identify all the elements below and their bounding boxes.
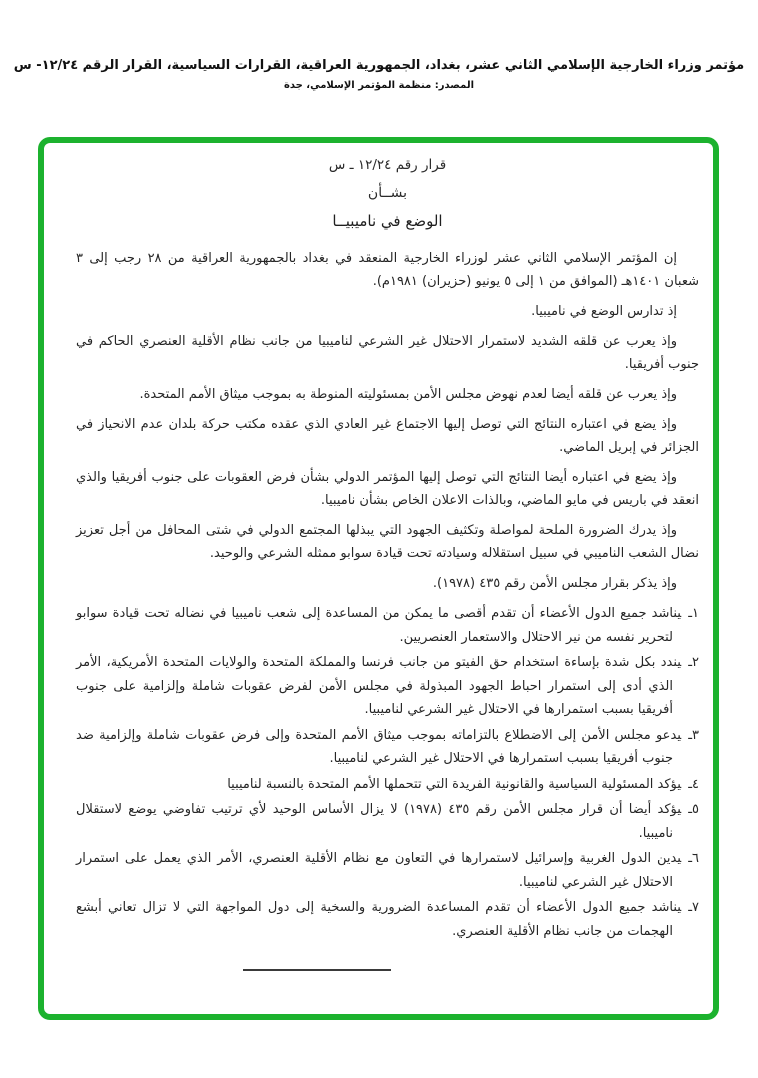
item-number: ٥ـ xyxy=(688,802,699,817)
item-text: يناشد جميع الدول الأعضاء أن تقدم أقصى ما يمكن من المساعدة إلى شعب ناميبيا في نضاله تحت قيادة سوابو لتحرير نفسه من نير الاحتلال والاستعمار العنصريين. xyxy=(76,606,682,645)
green-document-frame xyxy=(38,137,719,1020)
item-text: يؤكد أيضا أن قرار مجلس الأمن رقم ٤٣٥ (١٩٧٨) لا يزال الأساس الوحيد لأي ترتيب تفاوضي يوضع لاستقلال ناميبيا. xyxy=(76,802,682,841)
preamble-paragraph: وإذ يعرب عن قلقه أيضا لعدم نهوض مجلس الأمن بمسئوليته المنوطة به بموجب ميثاق الأمم المتحدة. xyxy=(139,387,677,402)
resolution-item xyxy=(76,724,699,771)
preamble-paragraph: وإذ يذكر بقرار مجلس الأمن رقم ٤٣٥ (١٩٧٨). xyxy=(432,576,677,591)
item-number: ٦ـ xyxy=(688,851,699,866)
item-text: يندد بكل شدة بإساءة استخدام حق الفيتو من جانب فرنسا والمملكة المتحدة والولايات المتحدة الأمريكية، الأمر الذي أدى إلى استمرار احباط الجهود المبذولة في مجلس الأمن لفرض عقوبات شاملة وإلزامية على جنوب أفريقيا بسبب استمرارها في الاحتلال غير الشرعي لناميبيا. xyxy=(76,655,682,717)
preamble-paragraph: وإذ يدرك الضرورة الملحة لمواصلة وتكثيف الجهود التي يبذلها المجتمع الدولي في شتى المحافل من أجل تعزيز نضال الشعب الناميبي في سبيل استقلاله وسيادته تحت قيادة سوابو ممثله الشرعي والوحيد. xyxy=(76,523,699,561)
resolution-item xyxy=(76,651,699,722)
source-line: المصدر: منظمة المؤتمر الإسلامي، جدة xyxy=(283,80,475,91)
end-of-document-divider xyxy=(243,969,391,971)
preamble-paragraph: وإذ يضع في اعتباره النتائج التي توصل إليها الاجتماع غير العادي الذي عقده مكتب حركة بلدان عدم الانحياز في الجزائر في إبريل الماضي. xyxy=(76,417,699,455)
item-number: ٧ـ xyxy=(688,900,699,915)
preamble-section xyxy=(76,247,699,595)
resolution-item xyxy=(76,602,699,649)
item-number: ٣ـ xyxy=(688,727,699,743)
resolution-item xyxy=(76,896,699,943)
item-text: يدين الدول الغربية وإسرائيل لاستمرارها في التعاون مع نظام الأقلية العنصري، الأمر الذي يعمل على استمرار الاحتلال غير الشرعي لناميبيا. xyxy=(76,851,682,890)
regarding-title: بشــأن xyxy=(367,185,408,201)
document-content xyxy=(76,151,699,1014)
resolution-items-list xyxy=(76,602,699,943)
conference-citation-line: مؤتمر وزراء الخارجية الإسلامي الثاني عشر، بغداد، الجمهورية العراقية، القرارات السياسية، القرار الرقم ١٢/٢٤- س xyxy=(13,58,745,73)
page-header xyxy=(0,58,758,91)
preamble-paragraph: إن المؤتمر الإسلامي الثاني عشر لوزراء الخارجية المنعقد في بغداد بالجمهورية العراقية من ٢٨ رجب إلى ٣ شعبان ١٤٠١هـ (الموافق من ١ إلى ٥ يونيو (حزيران) ١٩٨١م). xyxy=(76,251,699,289)
resolution-title-block xyxy=(76,151,699,235)
resolution-item xyxy=(76,798,699,845)
item-number: ١ـ xyxy=(688,606,699,621)
preamble-paragraph: وإذ يعرب عن قلقه الشديد لاستمرار الاحتلال غير الشرعي لناميبيا من جانب نظام الأقلية العنصري الحاكم في جنوب أفريقيا. xyxy=(76,334,699,372)
item-text: يؤكد المسئولية السياسية والقانونية الفريدة التي تتحملها الأمم المتحدة بالنسبة لناميبيا xyxy=(227,776,682,792)
subject-title: الوضع في ناميبيــا xyxy=(332,212,443,230)
item-text: يناشد جميع الدول الأعضاء أن تقدم المساعدة الضرورية والسخية إلى دول المواجهة التي لا تزال تعاني أبشع الهجمات من جانب نظام الأقلية العنصري. xyxy=(76,900,682,939)
preamble-paragraph: وإذ يضع في اعتباره أيضا النتائج التي توصل إليها المؤتمر الدولي بشأن فرض العقوبات على جنوب أفريقيا والذي انعقد في باريس في مايو الماضي، وبالذات الاعلان الخاص بشأن ناميبيا. xyxy=(76,470,699,508)
item-number: ٤ـ xyxy=(688,776,699,792)
preamble-paragraph: إذ تدارس الوضع في ناميبيا. xyxy=(531,304,677,319)
resolution-item xyxy=(76,847,699,894)
resolution-number-title: قرار رقم ١٢/٢٤ ـ س xyxy=(328,157,447,173)
item-number: ٢ـ xyxy=(688,655,699,670)
item-text: يدعو مجلس الأمن إلى الاضطلاع بالتزاماته بموجب ميثاق الأمم المتحدة وإلى فرض عقوبات شاملة وإلزامية ضد جنوب أفريقيا بسبب استمرارها في الاحتلال غير الشرعي لناميبيا. xyxy=(76,727,682,766)
resolution-item xyxy=(76,773,699,797)
